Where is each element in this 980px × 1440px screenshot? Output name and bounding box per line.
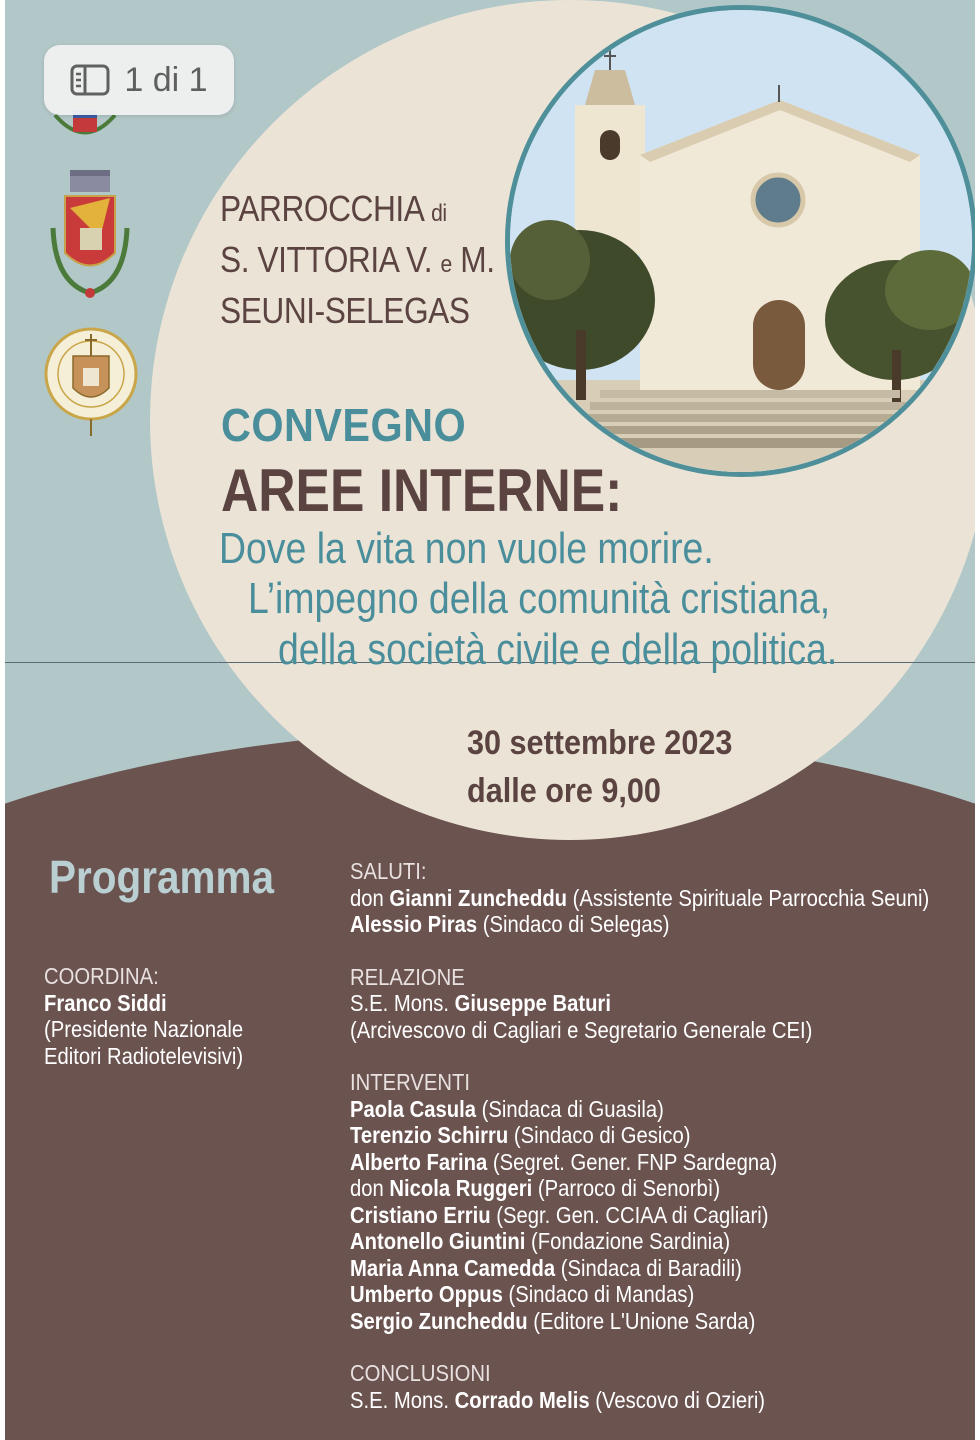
municipal-crest-icon bbox=[45, 168, 135, 300]
relazione-label: RELAZIONE bbox=[350, 963, 465, 990]
intervento-item: Antonello Giuntini (Fondazione Sardinia) bbox=[350, 1228, 731, 1254]
intervento-item: Umberto Oppus (Sindaco di Mandas) bbox=[350, 1281, 695, 1307]
conclusioni-speaker: S.E. Mons. Corrado Melis (Vescovo di Ozieri) bbox=[350, 1386, 766, 1413]
coordinator-role-2: Editori Radiotelevisivi) bbox=[44, 1042, 244, 1069]
saluti-item: don Gianni Zuncheddu (Assistente Spirituale Parrocchia Seuni) bbox=[350, 884, 930, 911]
event-subtitle-2: L’impegno della comunità cristiana, bbox=[248, 574, 831, 623]
saluti-item: Alessio Piras (Sindaco di Selegas) bbox=[350, 911, 670, 937]
intervento-item: Paola Casula (Sindaca di Guasila) bbox=[350, 1095, 664, 1122]
coordinator-name: Franco Siddi bbox=[44, 989, 167, 1016]
event-title: AREE INTERNE: bbox=[221, 457, 623, 524]
coordinator-role-1: (Presidente Nazionale bbox=[44, 1016, 244, 1042]
program-schedule bbox=[350, 858, 975, 1413]
page-indicator-text: 1 di 1 bbox=[124, 60, 208, 99]
page-sidebar-icon bbox=[70, 64, 110, 96]
intervento-item: Terenzio Schirru (Sindaco di Gesico) bbox=[350, 1122, 691, 1148]
parish-line1-small: di bbox=[431, 200, 447, 227]
coordinator-block bbox=[44, 963, 270, 1069]
parish-line2-small: e bbox=[440, 251, 452, 278]
event-date: 30 settembre 2023 bbox=[467, 724, 733, 762]
parish-name bbox=[220, 186, 520, 334]
church-photo bbox=[505, 5, 975, 477]
intervento-item: don Nicola Ruggeri (Parroco di Senorbì) bbox=[350, 1175, 721, 1201]
coordina-label: COORDINA: bbox=[44, 963, 159, 989]
intervento-item: Alberto Farina (Segret. Gener. FNP Sardegna) bbox=[350, 1148, 778, 1175]
intervento-item: Cristiano Erriu (Segr. Gen. CCIAA di Cagliari) bbox=[350, 1201, 769, 1228]
parish-line2-end: M. bbox=[460, 239, 495, 280]
parish-line2: S. VITTORIA V. bbox=[220, 239, 433, 280]
event-subtitle-3: della società civile e della politica. bbox=[278, 625, 838, 674]
parish-line1: PARROCCHIA bbox=[220, 188, 423, 229]
event-poster bbox=[5, 0, 975, 1440]
saluti-label: SALUTI: bbox=[350, 858, 427, 884]
relazione-speaker: S.E. Mons. Giuseppe Baturi bbox=[350, 990, 611, 1016]
church-illustration bbox=[510, 10, 972, 472]
intervento-item: Maria Anna Camedda (Sindaca di Baradili) bbox=[350, 1254, 742, 1281]
parish-line3: SEUNI-SELEGAS bbox=[220, 290, 470, 331]
program-heading: Programma bbox=[49, 851, 274, 903]
event-time: dalle ore 9,00 bbox=[467, 772, 661, 810]
conclusioni-label: CONCLUSIONI bbox=[350, 1360, 491, 1386]
event-label: CONVEGNO bbox=[221, 399, 467, 451]
page-indicator-button[interactable] bbox=[44, 45, 234, 115]
relazione-role: (Arcivescovo di Cagliari e Segretario Generale CEI) bbox=[350, 1016, 813, 1043]
interventi-label: INTERVENTI bbox=[350, 1069, 470, 1095]
intervento-item: Sergio Zuncheddu (Editore L'Unione Sarda) bbox=[350, 1307, 756, 1334]
event-subtitle-1: Dove la vita non vuole morire. bbox=[219, 524, 714, 573]
archdiocese-seal-icon bbox=[43, 326, 139, 438]
